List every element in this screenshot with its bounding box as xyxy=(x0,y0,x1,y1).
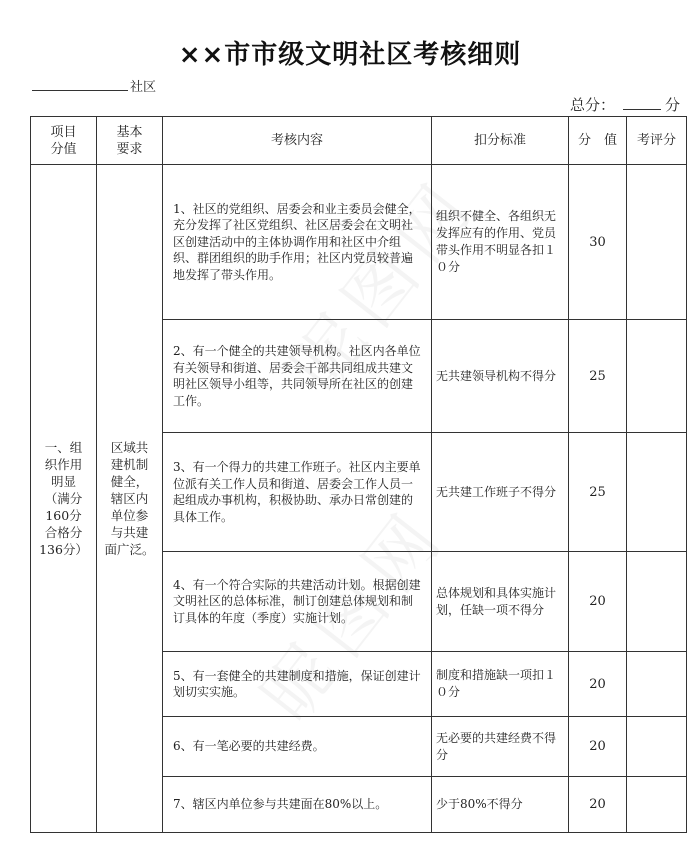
standard-cell: 总体规划和具体实施计划，任缺一项不得分 xyxy=(432,552,569,652)
content-cell: 5、有一套健全的共建制度和措施，保证创建计划切实实施。 xyxy=(163,652,432,717)
score-cell: 30 xyxy=(569,165,627,320)
content-cell: 6、有一笔必要的共建经费。 xyxy=(163,717,432,777)
score-cell: 25 xyxy=(569,320,627,433)
standard-cell: 组织不健全、各组织无发挥应有的作用、党员带头作用不明显各扣１０分 xyxy=(432,165,569,320)
content-cell: 3、有一个得力的共建工作班子。社区内主要单位派有关工作人员和街道、居委会工作人员一起组成办事机构，积极协助、承办日常创建的具体工作。 xyxy=(163,433,432,552)
standard-cell: 无共建工作班子不得分 xyxy=(432,433,569,552)
header-row xyxy=(31,117,687,165)
total-score xyxy=(570,94,680,115)
standard-cell: 制度和措施缺一项扣１０分 xyxy=(432,652,569,717)
score-cell: 20 xyxy=(569,652,627,717)
page-title: ××市市级文明社区考核细则 xyxy=(178,40,522,70)
score-cell: 20 xyxy=(569,777,627,833)
header-requirement: 基本 要求 xyxy=(97,117,163,165)
community-name-blank[interactable] xyxy=(32,76,128,91)
requirement-cell: 区域共 建机制 健全， 辖区内 单位参 与共建 面广泛。 xyxy=(97,165,163,833)
content-cell: 1、社区的党组织、居委会和业主委员会健全，充分发挥了社区党组织、社区居委会在文明社区创建活动中的主体协调作用和社区中介组织、群团组织的助手作用；社区内党员较普遍地发挥了带头作用。 xyxy=(163,165,432,320)
standard-cell: 少于80%不得分 xyxy=(432,777,569,833)
content-cell: 4、有一个符合实际的共建活动计划。根据创建文明社区的总体标准，制订创建总体规划和制订具体的年度（季度）实施计划。 xyxy=(163,552,432,652)
evaluation-cell[interactable] xyxy=(627,717,687,777)
total-unit: 分 xyxy=(664,96,680,114)
header-standard: 扣分标准 xyxy=(432,117,569,165)
community-suffix: 社区 xyxy=(130,80,157,95)
score-cell: 20 xyxy=(569,552,627,652)
score-cell: 25 xyxy=(569,433,627,552)
standard-cell: 无必要的共建经费不得分 xyxy=(432,717,569,777)
evaluation-cell[interactable] xyxy=(627,320,687,433)
community-field xyxy=(32,76,156,95)
total-score-blank[interactable] xyxy=(623,94,661,110)
standard-cell: 无共建领导机构不得分 xyxy=(432,320,569,433)
score-cell: 20 xyxy=(569,717,627,777)
content-cell: 7、辖区内单位参与共建面在80%以上。 xyxy=(163,777,432,833)
header-evaluation: 考评分 xyxy=(627,117,687,165)
evaluation-cell[interactable] xyxy=(627,433,687,552)
evaluation-cell[interactable] xyxy=(627,652,687,717)
category-cell: 一、组 织作用 明显 （满分 160分 合格分 136分） xyxy=(31,165,97,833)
total-label: 总分： xyxy=(569,96,615,114)
table-row xyxy=(31,165,687,320)
evaluation-cell[interactable] xyxy=(627,165,687,320)
header-content: 考核内容 xyxy=(163,117,432,165)
evaluation-cell[interactable] xyxy=(627,552,687,652)
header-category: 项目 分值 xyxy=(31,117,97,165)
content-cell: 2、有一个健全的共建领导机构。社区内各单位有关领导和街道、居委会干部共同组成共建文明社区领导小组等，共同领导所在社区的创建工作。 xyxy=(163,320,432,433)
header-score: 分 值 xyxy=(569,117,627,165)
assessment-table xyxy=(30,116,687,833)
evaluation-cell[interactable] xyxy=(627,777,687,833)
